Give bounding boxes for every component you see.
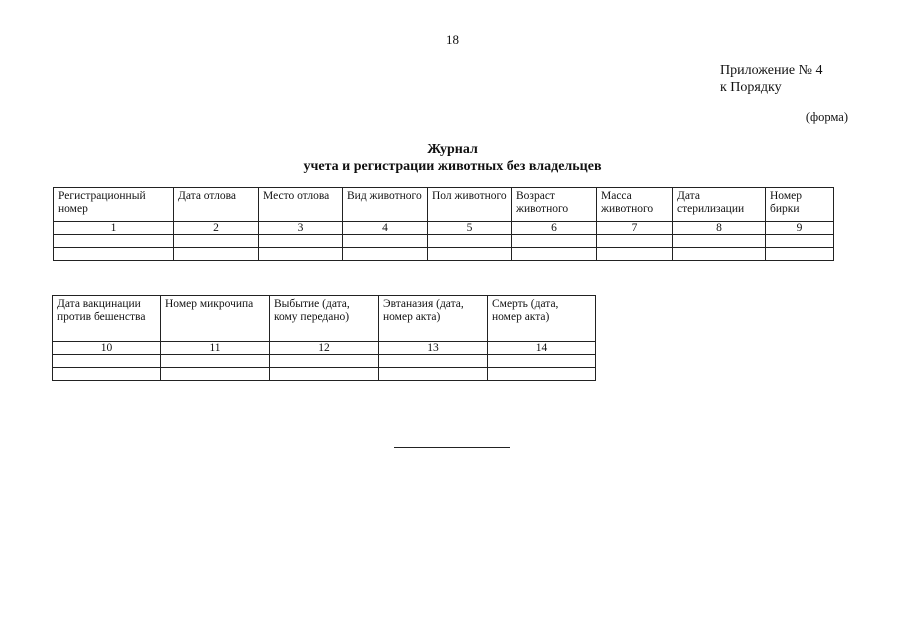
empty-cell[interactable] <box>428 235 512 248</box>
empty-cell[interactable] <box>343 248 428 261</box>
column-number: 8 <box>673 222 766 235</box>
table-row <box>54 235 834 248</box>
empty-cell[interactable] <box>488 355 596 368</box>
title-line-1: Журнал <box>427 142 478 157</box>
empty-cell[interactable] <box>53 355 161 368</box>
column-number: 10 <box>53 342 161 355</box>
title-line-2: учета и регистрации животных без владельцев <box>303 159 602 174</box>
empty-cell[interactable] <box>512 235 597 248</box>
header-cell: Вид животного <box>343 188 428 222</box>
column-number: 2 <box>174 222 259 235</box>
column-number: 7 <box>597 222 673 235</box>
column-number: 9 <box>766 222 834 235</box>
appendix-line-2: к Порядку <box>720 80 782 95</box>
empty-cell[interactable] <box>54 248 174 261</box>
empty-cell[interactable] <box>428 248 512 261</box>
empty-cell[interactable] <box>174 235 259 248</box>
header-cell: Дата вакцинации против бешенства <box>53 296 161 342</box>
closing-line <box>394 447 510 448</box>
header-cell: Масса животного <box>597 188 673 222</box>
empty-cell[interactable] <box>766 248 834 261</box>
empty-cell[interactable] <box>343 235 428 248</box>
header-cell: Регистрационный номер <box>54 188 174 222</box>
empty-cell[interactable] <box>270 355 379 368</box>
empty-cell[interactable] <box>512 248 597 261</box>
column-number: 3 <box>259 222 343 235</box>
empty-cell[interactable] <box>53 368 161 381</box>
registration-table <box>53 187 834 261</box>
header-cell: Возраст животного <box>512 188 597 222</box>
empty-cell[interactable] <box>597 235 673 248</box>
empty-cell[interactable] <box>161 368 270 381</box>
header-cell: Номер бирки <box>766 188 834 222</box>
header-cell: Выбытие (дата, кому передано) <box>270 296 379 342</box>
table-row <box>54 248 834 261</box>
column-number: 14 <box>488 342 596 355</box>
column-number: 11 <box>161 342 270 355</box>
column-number: 5 <box>428 222 512 235</box>
document-title <box>0 141 905 175</box>
header-cell: Смерть (дата, номер акта) <box>488 296 596 342</box>
empty-cell[interactable] <box>174 248 259 261</box>
empty-cell[interactable] <box>488 368 596 381</box>
column-number: 1 <box>54 222 174 235</box>
empty-cell[interactable] <box>379 355 488 368</box>
empty-cell[interactable] <box>766 235 834 248</box>
empty-cell[interactable] <box>270 368 379 381</box>
empty-cell[interactable] <box>54 235 174 248</box>
form-note: (форма) <box>805 110 848 124</box>
table-header-row <box>53 296 596 342</box>
column-number: 12 <box>270 342 379 355</box>
empty-cell[interactable] <box>673 248 766 261</box>
empty-cell[interactable] <box>259 248 343 261</box>
disposition-table <box>52 295 596 381</box>
header-cell: Номер микрочипа <box>161 296 270 342</box>
empty-cell[interactable] <box>259 235 343 248</box>
page-number: 18 <box>446 32 459 47</box>
header-cell: Дата отлова <box>174 188 259 222</box>
table-header-row <box>54 188 834 222</box>
table-row <box>53 355 596 368</box>
column-number: 13 <box>379 342 488 355</box>
appendix-line-1: Приложение № 4 <box>720 63 823 78</box>
header-cell: Эвтаназия (дата, номер акта) <box>379 296 488 342</box>
column-number: 6 <box>512 222 597 235</box>
header-cell: Пол животного <box>428 188 512 222</box>
column-number: 4 <box>343 222 428 235</box>
column-number-row <box>54 222 834 235</box>
empty-cell[interactable] <box>379 368 488 381</box>
empty-cell[interactable] <box>673 235 766 248</box>
empty-cell[interactable] <box>597 248 673 261</box>
header-cell: Дата стерилизации <box>673 188 766 222</box>
column-number-row <box>53 342 596 355</box>
header-cell: Место отлова <box>259 188 343 222</box>
appendix-label <box>720 62 823 96</box>
table-row <box>53 368 596 381</box>
empty-cell[interactable] <box>161 355 270 368</box>
